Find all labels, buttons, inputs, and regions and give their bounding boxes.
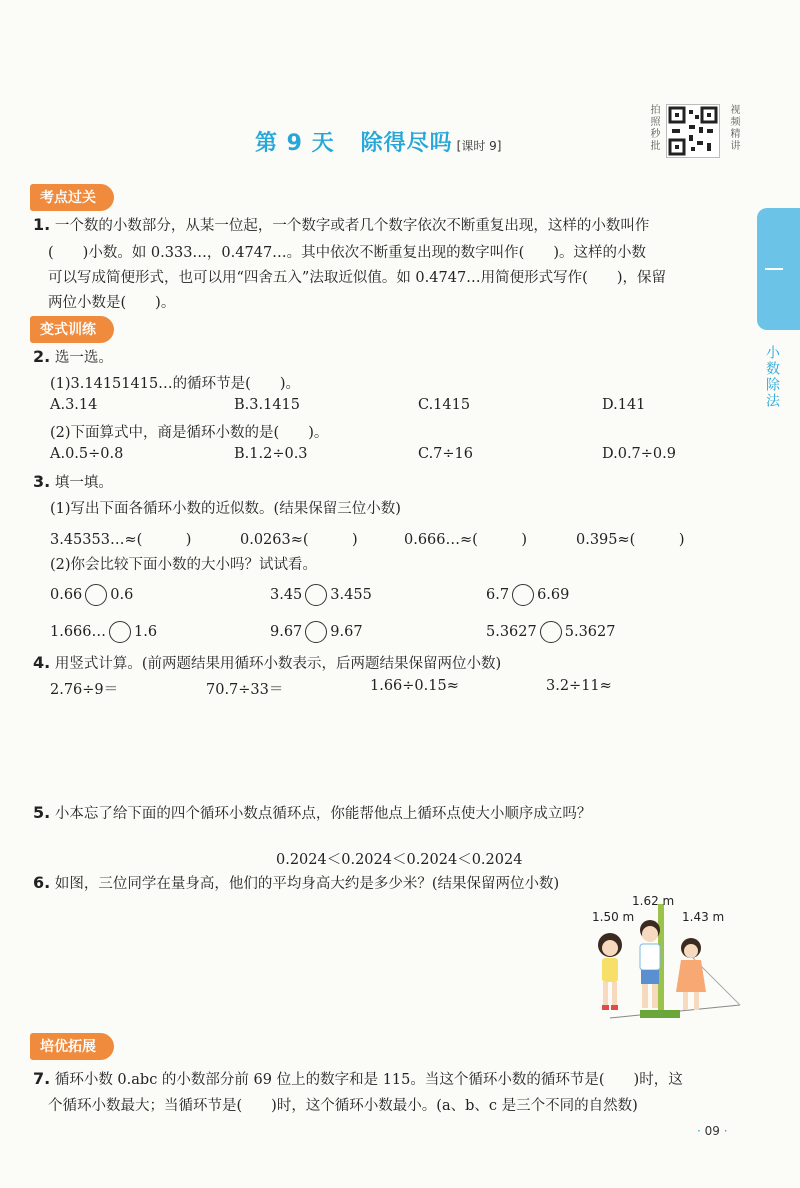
q4-item-3: 1.66÷0.15≈: [370, 678, 459, 694]
q7-number: 7.: [33, 1069, 51, 1088]
height-label-middle: 1.62 m: [632, 894, 675, 908]
q5-title: [33, 802, 591, 823]
q2-part1: (1)3.14151415…的循环节是( )。: [50, 376, 300, 392]
q3-approx-1: 3.45353…≈( ): [50, 532, 192, 548]
q6-number: 6.: [33, 873, 51, 892]
q1-line-4: 两位小数是( )。: [48, 295, 176, 311]
q3-compare-1: 0.66 0.6: [50, 584, 133, 606]
q4-item-2: 70.7÷33＝: [206, 682, 284, 698]
q2-title-text: 选一选。: [54, 350, 113, 366]
q2-number: 2.: [33, 347, 51, 366]
q3-approx-2: 0.0263≈( ): [240, 532, 358, 548]
page-number-text: 09: [704, 1124, 720, 1138]
q4-title: [33, 652, 501, 673]
q5-title-text: 小本忘了给下面的四个循环小数点循环点，你能帮他点上循环点使大小顺序成立吗？: [54, 806, 592, 822]
q3-compare-4: 1.666… 1.6: [50, 621, 157, 643]
q4-item-4: 3.2÷11≈: [546, 678, 612, 694]
page-number: · 09 ·: [697, 1124, 728, 1138]
section-tag-peiyou: 培优拓展: [30, 1033, 114, 1060]
q4-item-1: 2.76÷9＝: [50, 682, 119, 698]
q3-title-text: 填一填。: [54, 475, 113, 491]
compare-circle-3[interactable]: [512, 584, 534, 606]
q2-title: [33, 346, 113, 367]
q1-line-2: ( )小数。如 0.333…，0.4747…。其中依次不断重复出现的数字叫作( )。这样的小数: [48, 245, 646, 261]
q3-number: 3.: [33, 472, 51, 491]
lesson-title: 除得尽吗: [360, 131, 453, 156]
q1-line-1: [33, 214, 649, 235]
height-label-left: 1.50 m: [592, 910, 635, 924]
q2-p2-option-c: C.7÷16: [418, 446, 474, 462]
q3-approx-3: 0.666…≈( ): [404, 532, 527, 548]
height-label-right: 1.43 m: [682, 910, 725, 924]
day-label: 第 9 天: [255, 131, 335, 156]
q3-compare-2: 3.45 3.455: [270, 584, 372, 606]
q2-p1-option-b: B.3.1415: [234, 397, 301, 413]
q2-p1-option-c: C.1415: [418, 397, 471, 413]
q7-text-1: 循环小数 0.abc 的小数部分前 69 位上的数字和是 115。当这个循环小数的循环节是( )时，这: [54, 1072, 683, 1088]
q6-title: [33, 872, 559, 893]
chapter-label: 小数除法: [764, 345, 780, 409]
q2-p1-option-d: D.141: [602, 397, 646, 413]
q2-p2-option-d: D.0.7÷0.9: [602, 446, 676, 462]
q2-p1-option-a: A.3.14: [50, 397, 98, 413]
chapter-tab-dash: [765, 268, 783, 270]
q6-title-text: 如图，三位同学在量身高，他们的平均身高大约是多少米？(结果保留两位小数): [54, 876, 560, 892]
compare-circle-4[interactable]: [109, 621, 131, 643]
q3-title: [33, 471, 113, 492]
q7-line-2: 个循环小数最大；当循环节是( )时，这个循环小数最小。(a、b、c 是三个不同的自然数): [48, 1098, 638, 1114]
q4-number: 4.: [33, 653, 51, 672]
qr-left-caption: 拍照秒批: [648, 104, 659, 152]
q5-expression: 0.2024＜0.2024＜0.2024＜0.2024: [276, 852, 523, 868]
page-title: [255, 126, 501, 157]
compare-circle-1[interactable]: [85, 584, 107, 606]
lesson-number: [课时 9]: [456, 139, 502, 153]
q4-title-text: 用竖式计算。(前两题结果用循环小数表示，后两题结果保留两位小数): [54, 656, 502, 672]
q3-compare-5: 9.67 9.67: [270, 621, 363, 643]
section-tag-kaodian: 考点过关: [30, 184, 114, 211]
qr-right-caption: 视频精讲: [728, 104, 739, 152]
q3-part2: (2)你会比较下面小数的大小吗？试试看。: [50, 557, 318, 573]
q1-line-3: 可以写成简便形式，也可以用“四舍五入”法取近似值。如 0.4747…用简便形式写作( )，保留: [48, 270, 666, 286]
q2-part2: (2)下面算式中，商是循环小数的是( )。: [50, 425, 329, 441]
q2-p2-option-a: A.0.5÷0.8: [50, 446, 124, 462]
q2-p2-option-b: B.1.2÷0.3: [234, 446, 308, 462]
q3-part1: (1)写出下面各循环小数的近似数。(结果保留三位小数): [50, 501, 401, 517]
q3-approx-4: 0.395≈( ): [576, 532, 685, 548]
q5-number: 5.: [33, 803, 51, 822]
q7-line-1: [33, 1068, 683, 1089]
q3-compare-3: 6.7 6.69: [486, 584, 569, 606]
qr-code-icon[interactable]: [666, 104, 720, 158]
compare-circle-2[interactable]: [305, 584, 327, 606]
q3-compare-6: 5.3627 5.3627: [486, 621, 616, 643]
q1-text-1: 一个数的小数部分，从某一位起，一个数字或者几个数字依次不断重复出现，这样的小数叫作: [54, 218, 650, 234]
q1-number: 1.: [33, 215, 51, 234]
compare-circle-5[interactable]: [305, 621, 327, 643]
section-tag-bianshi: 变式训练: [30, 316, 114, 343]
compare-circle-6[interactable]: [540, 621, 562, 643]
